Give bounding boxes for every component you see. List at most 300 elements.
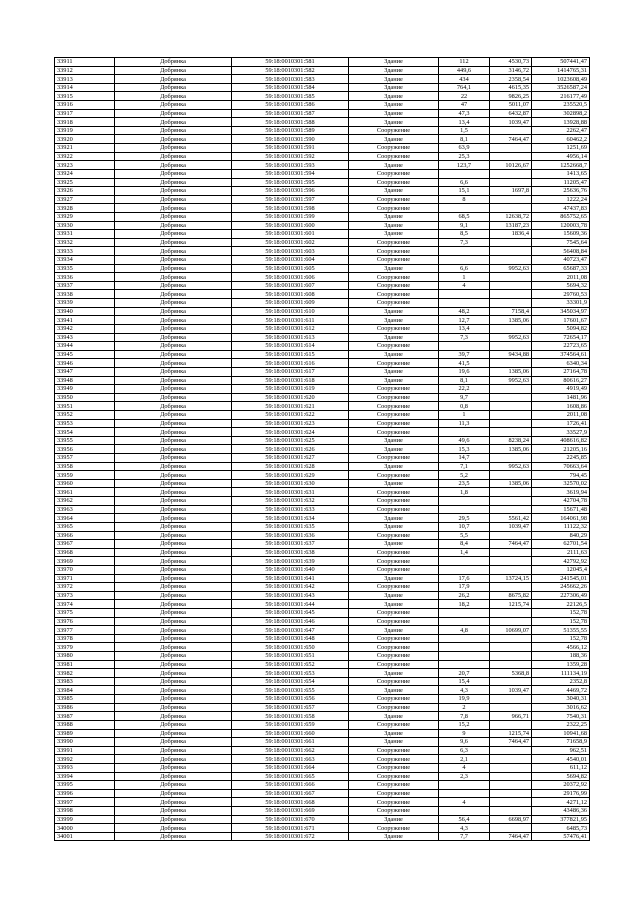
table-row: [55, 626, 590, 635]
rate-cell: 1039,47: [490, 522, 532, 531]
row-number-cell: 33914: [55, 83, 115, 92]
table-row: [55, 402, 590, 411]
locality-cell: Добрянка: [115, 695, 232, 704]
row-number-cell: 33937: [55, 281, 115, 290]
area-cell: 7,3: [439, 333, 490, 342]
area-cell: [439, 256, 490, 265]
cadastral-number-cell: 59:18:0010301:643: [232, 591, 349, 600]
row-number-cell: 33960: [55, 479, 115, 488]
row-number-cell: 33975: [55, 609, 115, 618]
row-number-cell: 33968: [55, 548, 115, 557]
area-cell: 9: [439, 729, 490, 738]
cadastral-number-cell: 59:18:0010301:621: [232, 402, 349, 411]
area-cell: [439, 342, 490, 351]
table-row: [55, 178, 590, 187]
value-cell: 1481,96: [532, 393, 590, 402]
value-cell: 1413,65: [532, 169, 590, 178]
object-type-cell: Сооружение: [349, 703, 439, 712]
area-cell: [439, 609, 490, 618]
area-cell: [439, 617, 490, 626]
area-cell: 13,4: [439, 324, 490, 333]
locality-cell: Добрянка: [115, 703, 232, 712]
value-cell: 60462,2: [532, 135, 590, 144]
object-type-cell: Здание: [349, 230, 439, 239]
cadastral-number-cell: 59:18:0010301:622: [232, 410, 349, 419]
rate-cell: [490, 126, 532, 135]
table-row: [55, 686, 590, 695]
object-type-cell: Сооружение: [349, 772, 439, 781]
rate-cell: 9952,63: [490, 264, 532, 273]
table-row: [55, 92, 590, 101]
rate-cell: 7464,47: [490, 738, 532, 747]
area-cell: 9,7: [439, 393, 490, 402]
rate-cell: [490, 720, 532, 729]
table-row: [55, 247, 590, 256]
area-cell: 8,4: [439, 540, 490, 549]
value-cell: 22723,65: [532, 342, 590, 351]
value-cell: 302898,2: [532, 109, 590, 118]
row-number-cell: 33990: [55, 738, 115, 747]
area-cell: [439, 428, 490, 437]
cadastral-number-cell: 59:18:0010301:669: [232, 807, 349, 816]
locality-cell: Добрянка: [115, 746, 232, 755]
value-cell: 40723,47: [532, 256, 590, 265]
cadastral-number-cell: 59:18:0010301:595: [232, 178, 349, 187]
rate-cell: 1215,74: [490, 600, 532, 609]
cadastral-number-cell: 59:18:0010301:610: [232, 307, 349, 316]
row-number-cell: 33998: [55, 807, 115, 816]
rate-cell: [490, 677, 532, 686]
table-row: [55, 462, 590, 471]
row-number-cell: 33979: [55, 643, 115, 652]
rate-cell: 4615,35: [490, 83, 532, 92]
value-cell: 840,29: [532, 531, 590, 540]
table-row: [55, 419, 590, 428]
row-number-cell: 33974: [55, 600, 115, 609]
table-row: [55, 643, 590, 652]
locality-cell: Добрянка: [115, 299, 232, 308]
table-row: [55, 634, 590, 643]
rate-cell: 6698,97: [490, 815, 532, 824]
object-type-cell: Сооружение: [349, 281, 439, 290]
cadastral-number-cell: 59:18:0010301:656: [232, 695, 349, 704]
value-cell: 5094,82: [532, 324, 590, 333]
value-cell: 188,36: [532, 652, 590, 661]
area-cell: 1: [439, 273, 490, 282]
row-number-cell: 33989: [55, 729, 115, 738]
object-type-cell: Сооружение: [349, 617, 439, 626]
rate-cell: 13187,23: [490, 221, 532, 230]
object-type-cell: Сооружение: [349, 755, 439, 764]
value-cell: 29760,53: [532, 290, 590, 299]
row-number-cell: 33987: [55, 712, 115, 721]
object-type-cell: Здание: [349, 58, 439, 67]
row-number-cell: 33971: [55, 574, 115, 583]
object-type-cell: Здание: [349, 264, 439, 273]
value-cell: 25636,76: [532, 187, 590, 196]
row-number-cell: 33918: [55, 118, 115, 127]
locality-cell: Добрянка: [115, 359, 232, 368]
value-cell: 4540,01: [532, 755, 590, 764]
area-cell: 4: [439, 763, 490, 772]
rate-cell: [490, 393, 532, 402]
locality-cell: Добрянка: [115, 617, 232, 626]
table-row: [55, 152, 590, 161]
cadastral-number-cell: 59:18:0010301:605: [232, 264, 349, 273]
locality-cell: Добрянка: [115, 316, 232, 325]
table-row: [55, 729, 590, 738]
table-row: [55, 118, 590, 127]
locality-cell: Добрянка: [115, 772, 232, 781]
table-row: [55, 385, 590, 394]
table-row: [55, 609, 590, 618]
value-cell: 111134,19: [532, 669, 590, 678]
rate-cell: 1836,4: [490, 230, 532, 239]
rate-cell: [490, 419, 532, 428]
table-row: [55, 299, 590, 308]
row-number-cell: 33941: [55, 316, 115, 325]
row-number-cell: 33985: [55, 695, 115, 704]
locality-cell: Добрянка: [115, 152, 232, 161]
area-cell: [439, 660, 490, 669]
cadastral-number-cell: 59:18:0010301:665: [232, 772, 349, 781]
area-cell: 26,2: [439, 591, 490, 600]
cadastral-number-cell: 59:18:0010301:670: [232, 815, 349, 824]
area-cell: 764,1: [439, 83, 490, 92]
locality-cell: Добрянка: [115, 126, 232, 135]
row-number-cell: 33953: [55, 419, 115, 428]
locality-cell: Добрянка: [115, 264, 232, 273]
area-cell: [439, 643, 490, 652]
area-cell: 2,1: [439, 755, 490, 764]
area-cell: 9,6: [439, 738, 490, 747]
value-cell: 152,78: [532, 634, 590, 643]
area-cell: 39,7: [439, 350, 490, 359]
object-type-cell: Сооружение: [349, 789, 439, 798]
cadastral-number-cell: 59:18:0010301:630: [232, 479, 349, 488]
object-type-cell: Здание: [349, 333, 439, 342]
table-row: [55, 789, 590, 798]
object-type-cell: Сооружение: [349, 204, 439, 213]
cadastral-number-cell: 59:18:0010301:607: [232, 281, 349, 290]
value-cell: 32570,02: [532, 479, 590, 488]
area-cell: 63,9: [439, 144, 490, 153]
object-type-cell: Здание: [349, 574, 439, 583]
locality-cell: Добрянка: [115, 290, 232, 299]
area-cell: [439, 781, 490, 790]
row-number-cell: 33959: [55, 471, 115, 480]
area-cell: 19,9: [439, 695, 490, 704]
area-cell: 15,3: [439, 445, 490, 454]
object-type-cell: Сооружение: [349, 720, 439, 729]
area-cell: 4,3: [439, 686, 490, 695]
rate-cell: 6432,87: [490, 109, 532, 118]
cadastral-number-cell: 59:18:0010301:588: [232, 118, 349, 127]
object-type-cell: Здание: [349, 83, 439, 92]
row-number-cell: 33961: [55, 488, 115, 497]
table-row: [55, 531, 590, 540]
locality-cell: Добрянка: [115, 643, 232, 652]
value-cell: 2245,85: [532, 454, 590, 463]
rate-cell: [490, 428, 532, 437]
object-type-cell: Здание: [349, 600, 439, 609]
locality-cell: Добрянка: [115, 281, 232, 290]
value-cell: 5694,32: [532, 281, 590, 290]
cadastral-number-cell: 59:18:0010301:584: [232, 83, 349, 92]
locality-cell: Добрянка: [115, 212, 232, 221]
area-cell: 2,3: [439, 772, 490, 781]
area-cell: 123,7: [439, 161, 490, 170]
area-cell: 47,3: [439, 109, 490, 118]
value-cell: 6340,34: [532, 359, 590, 368]
area-cell: 4: [439, 798, 490, 807]
table-row: [55, 600, 590, 609]
object-type-cell: Здание: [349, 376, 439, 385]
locality-cell: Добрянка: [115, 540, 232, 549]
row-number-cell: 33924: [55, 169, 115, 178]
table-row: [55, 101, 590, 110]
object-type-cell: Здание: [349, 738, 439, 747]
value-cell: 2011,08: [532, 273, 590, 282]
table-row: [55, 264, 590, 273]
rate-cell: 5368,8: [490, 669, 532, 678]
area-cell: 112: [439, 58, 490, 67]
table-row: [55, 488, 590, 497]
row-number-cell: 33966: [55, 531, 115, 540]
cadastral-number-cell: 59:18:0010301:591: [232, 144, 349, 153]
locality-cell: Добрянка: [115, 798, 232, 807]
object-type-cell: Сооружение: [349, 505, 439, 514]
area-cell: 15,1: [439, 187, 490, 196]
value-cell: 20372,92: [532, 781, 590, 790]
locality-cell: Добрянка: [115, 454, 232, 463]
value-cell: 42792,92: [532, 557, 590, 566]
table-row: [55, 238, 590, 247]
value-cell: 345034,97: [532, 307, 590, 316]
cadastral-number-cell: 59:18:0010301:634: [232, 514, 349, 523]
cadastral-number-cell: 59:18:0010301:608: [232, 290, 349, 299]
locality-cell: Добрянка: [115, 333, 232, 342]
table-row: [55, 755, 590, 764]
cadastral-number-cell: 59:18:0010301:611: [232, 316, 349, 325]
table-row: [55, 548, 590, 557]
area-cell: [439, 634, 490, 643]
object-type-cell: Сооружение: [349, 152, 439, 161]
rate-cell: [490, 359, 532, 368]
row-number-cell: 33921: [55, 144, 115, 153]
row-number-cell: 33927: [55, 195, 115, 204]
cadastral-number-cell: 59:18:0010301:657: [232, 703, 349, 712]
locality-cell: Добрянка: [115, 686, 232, 695]
object-type-cell: Здание: [349, 514, 439, 523]
row-number-cell: 33972: [55, 583, 115, 592]
rate-cell: 1039,47: [490, 118, 532, 127]
value-cell: 6485,73: [532, 824, 590, 833]
row-number-cell: 33983: [55, 677, 115, 686]
area-cell: 434: [439, 75, 490, 84]
table-row: [55, 342, 590, 351]
row-number-cell: 33978: [55, 634, 115, 643]
row-number-cell: 33932: [55, 238, 115, 247]
cadastral-number-cell: 59:18:0010301:667: [232, 789, 349, 798]
rate-cell: [490, 324, 532, 333]
area-cell: 29,5: [439, 514, 490, 523]
locality-cell: Добрянка: [115, 350, 232, 359]
locality-cell: Добрянка: [115, 402, 232, 411]
table-row: [55, 772, 590, 781]
rate-cell: [490, 273, 532, 282]
area-cell: 41,5: [439, 359, 490, 368]
row-number-cell: 33939: [55, 299, 115, 308]
table-row: [55, 410, 590, 419]
rate-cell: [490, 652, 532, 661]
object-type-cell: Сооружение: [349, 126, 439, 135]
rate-cell: [490, 402, 532, 411]
cadastral-number-cell: 59:18:0010301:615: [232, 350, 349, 359]
row-number-cell: 33913: [55, 75, 115, 84]
row-number-cell: 33912: [55, 66, 115, 75]
locality-cell: Добрянка: [115, 832, 232, 841]
rate-cell: 9952,63: [490, 462, 532, 471]
cadastral-number-cell: 59:18:0010301:660: [232, 729, 349, 738]
area-cell: 68,5: [439, 212, 490, 221]
row-number-cell: 33993: [55, 763, 115, 772]
row-number-cell: 33942: [55, 324, 115, 333]
rate-cell: [490, 634, 532, 643]
rate-cell: 1385,06: [490, 367, 532, 376]
value-cell: 1251,69: [532, 144, 590, 153]
table-row: [55, 316, 590, 325]
row-number-cell: 33969: [55, 557, 115, 566]
value-cell: 10941,68: [532, 729, 590, 738]
cadastral-number-cell: 59:18:0010301:590: [232, 135, 349, 144]
rate-cell: 9434,88: [490, 350, 532, 359]
object-type-cell: Здание: [349, 307, 439, 316]
cadastral-number-cell: 59:18:0010301:635: [232, 522, 349, 531]
object-type-cell: Сооружение: [349, 428, 439, 437]
row-number-cell: 33995: [55, 781, 115, 790]
object-type-cell: Сооружение: [349, 195, 439, 204]
locality-cell: Добрянка: [115, 583, 232, 592]
table-row: [55, 652, 590, 661]
value-cell: 374564,61: [532, 350, 590, 359]
rate-cell: [490, 755, 532, 764]
object-type-cell: Здание: [349, 66, 439, 75]
value-cell: 62701,54: [532, 540, 590, 549]
cadastral-number-cell: 59:18:0010301:666: [232, 781, 349, 790]
rate-cell: [490, 565, 532, 574]
table-row: [55, 66, 590, 75]
value-cell: 29176,99: [532, 789, 590, 798]
rate-cell: [490, 247, 532, 256]
object-type-cell: Сооружение: [349, 763, 439, 772]
table-row: [55, 126, 590, 135]
row-number-cell: 33992: [55, 755, 115, 764]
rate-cell: [490, 152, 532, 161]
locality-cell: Добрянка: [115, 660, 232, 669]
area-cell: 7,7: [439, 832, 490, 841]
value-cell: 3619,94: [532, 488, 590, 497]
locality-cell: Добрянка: [115, 92, 232, 101]
rate-cell: 9952,63: [490, 333, 532, 342]
rate-cell: [490, 798, 532, 807]
area-cell: 56,4: [439, 815, 490, 824]
value-cell: 13928,88: [532, 118, 590, 127]
object-type-cell: Сооружение: [349, 583, 439, 592]
table-row: [55, 135, 590, 144]
value-cell: 43486,36: [532, 807, 590, 816]
table-row: [55, 617, 590, 626]
rate-cell: 12638,72: [490, 212, 532, 221]
rate-cell: [490, 488, 532, 497]
rate-cell: 966,71: [490, 712, 532, 721]
object-type-cell: Сооружение: [349, 609, 439, 618]
cadastral-number-cell: 59:18:0010301:654: [232, 677, 349, 686]
object-type-cell: Сооружение: [349, 531, 439, 540]
row-number-cell: 33988: [55, 720, 115, 729]
rate-cell: [490, 471, 532, 480]
cadastral-number-cell: 59:18:0010301:663: [232, 755, 349, 764]
row-number-cell: 33976: [55, 617, 115, 626]
area-cell: 10,7: [439, 522, 490, 531]
locality-cell: Добрянка: [115, 376, 232, 385]
locality-cell: Добрянка: [115, 755, 232, 764]
value-cell: 17601,67: [532, 316, 590, 325]
object-type-cell: Сооружение: [349, 359, 439, 368]
area-cell: [439, 169, 490, 178]
value-cell: 152,78: [532, 617, 590, 626]
locality-cell: Добрянка: [115, 669, 232, 678]
locality-cell: Добрянка: [115, 514, 232, 523]
row-number-cell: 33936: [55, 273, 115, 282]
area-cell: 7,1: [439, 462, 490, 471]
cadastral-number-cell: 59:18:0010301:629: [232, 471, 349, 480]
value-cell: 72654,17: [532, 333, 590, 342]
locality-cell: Добрянка: [115, 626, 232, 635]
table-row: [55, 824, 590, 833]
rate-cell: 2358,54: [490, 75, 532, 84]
rate-cell: [490, 763, 532, 772]
locality-cell: Добрянка: [115, 781, 232, 790]
locality-cell: Добрянка: [115, 789, 232, 798]
cadastral-number-cell: 59:18:0010301:581: [232, 58, 349, 67]
locality-cell: Добрянка: [115, 565, 232, 574]
area-cell: 1,4: [439, 548, 490, 557]
cadastral-number-cell: 59:18:0010301:609: [232, 299, 349, 308]
area-cell: 25,3: [439, 152, 490, 161]
object-type-cell: Здание: [349, 161, 439, 170]
locality-cell: Добрянка: [115, 342, 232, 351]
cadastral-number-cell: 59:18:0010301:616: [232, 359, 349, 368]
locality-cell: Добрянка: [115, 83, 232, 92]
table-row: [55, 221, 590, 230]
value-cell: 216177,49: [532, 92, 590, 101]
object-type-cell: Здание: [349, 436, 439, 445]
row-number-cell: 33938: [55, 290, 115, 299]
rate-cell: [490, 195, 532, 204]
table-row: [55, 75, 590, 84]
value-cell: 2322,25: [532, 720, 590, 729]
area-cell: 22,2: [439, 385, 490, 394]
value-cell: 2011,08: [532, 410, 590, 419]
locality-cell: Добрянка: [115, 169, 232, 178]
cadastral-number-cell: 59:18:0010301:641: [232, 574, 349, 583]
row-number-cell: 33962: [55, 497, 115, 506]
table-row: [55, 376, 590, 385]
row-number-cell: 33940: [55, 307, 115, 316]
object-type-cell: Здание: [349, 479, 439, 488]
locality-cell: Добрянка: [115, 230, 232, 239]
